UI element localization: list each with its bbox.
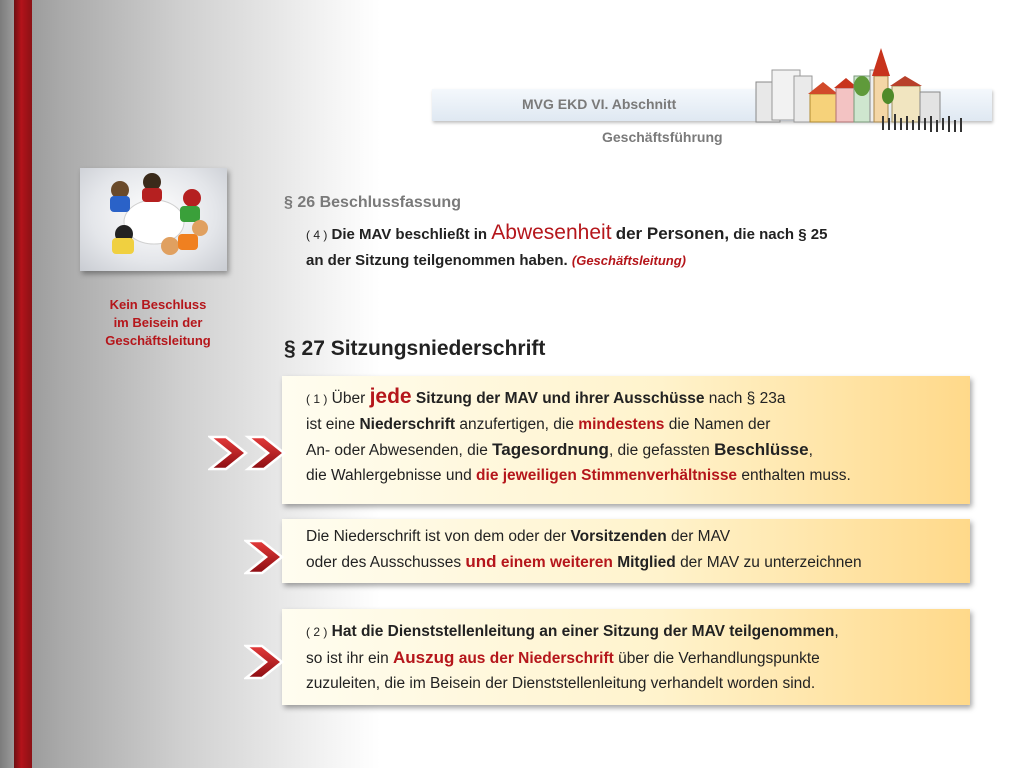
section-26-heading: § 26 Beschlussfassung [284, 194, 461, 211]
emphasis-run: einem weiteren [500, 554, 613, 571]
text-run: Sitzung der MAV und ihrer Ausschüsse [415, 390, 705, 407]
text-run: an der Sitzung teilgenommen haben. [306, 252, 568, 269]
emphasis-run: jede [369, 385, 412, 408]
text-run: über die Verhandlungspunkte [618, 650, 820, 667]
section-26-text [306, 220, 827, 273]
emphasis-run: mindestens [578, 416, 665, 433]
paragraph-box-1 [282, 376, 970, 504]
text-run: die Namen der [668, 416, 771, 433]
text-run: Vorsitzenden [570, 528, 667, 545]
text-run: Hat die Dienststellenleitung an einer Sitzung der MAV teilgenommen [331, 623, 835, 640]
left-edge-dark [0, 0, 14, 768]
city-illustration-icon [742, 46, 992, 144]
photo-caption [80, 296, 236, 350]
text-run: die nach § 25 [733, 226, 828, 243]
caption-line: im Beisein der [113, 315, 203, 330]
text-run: Die MAV beschließt in [331, 226, 488, 243]
paragraph-number: ( 1 ) [306, 392, 328, 406]
text-run: , die gefassten [608, 442, 710, 459]
text-run: enthalten muss. [741, 467, 851, 484]
emphasis-run: und [465, 552, 497, 571]
text-run: so ist ihr ein [306, 650, 389, 667]
emphasis-run: die jeweiligen Stimmenverhältnisse [476, 467, 738, 484]
text-run: der MAV [670, 528, 731, 545]
text-run: , [834, 623, 839, 640]
text-run: Über [331, 390, 366, 407]
paragraph-box-2 [282, 519, 970, 583]
emphasis-run: (Geschäftsleitung) [571, 253, 686, 268]
text-run: ist eine [306, 416, 356, 433]
paragraph-box-3 [282, 609, 970, 705]
paragraph-number: ( 4 ) [306, 228, 328, 242]
text-run: oder des Ausschusses [306, 554, 462, 571]
emphasis-run: Auszug [393, 648, 455, 667]
red-stripe [14, 0, 32, 768]
emphasis-run: aus der Niederschrift [458, 650, 614, 667]
emphasis-run: Tagesordnung [492, 440, 609, 459]
text-run: der MAV zu unterzeichnen [680, 554, 862, 571]
chevron-icon [244, 642, 288, 682]
header-subtitle: Geschäftsführung [602, 129, 723, 145]
emphasis-run: Abwesenheit [491, 221, 612, 244]
text-run: anzufertigen, die [459, 416, 574, 433]
caption-line: Geschäftsleitung [105, 333, 211, 348]
double-chevron-icon [208, 433, 292, 473]
text-run: Die Niederschrift ist von dem oder der [306, 528, 567, 545]
text-run: die Wahlergebnisse und [306, 467, 472, 484]
text-run: An- oder Abwesenden, die [306, 442, 488, 459]
text-run: , [808, 442, 813, 459]
caption-line: Kein Beschluss [109, 297, 207, 312]
chevron-icon [244, 537, 288, 577]
text-run: Niederschrift [359, 416, 456, 433]
text-run: Mitglied [617, 554, 676, 571]
paragraph-box-text [306, 384, 851, 488]
paragraph-number: ( 2 ) [306, 625, 328, 639]
section-27-heading: § 27 Sitzungsniederschrift [284, 337, 546, 360]
text-run: nach § 23a [708, 390, 786, 407]
paragraph-box-text [306, 524, 862, 575]
text-run: zuzuleiten, die im Beisein der Dienststellenleitung verhandelt worden sind. [306, 675, 816, 692]
emphasis-run: Beschlüsse [714, 440, 809, 459]
text-run: der Personen, [615, 224, 730, 243]
header-title: MVG EKD VI. Abschnitt [522, 96, 677, 112]
paragraph-box-text [306, 619, 839, 696]
meeting-figures-photo [80, 168, 227, 271]
